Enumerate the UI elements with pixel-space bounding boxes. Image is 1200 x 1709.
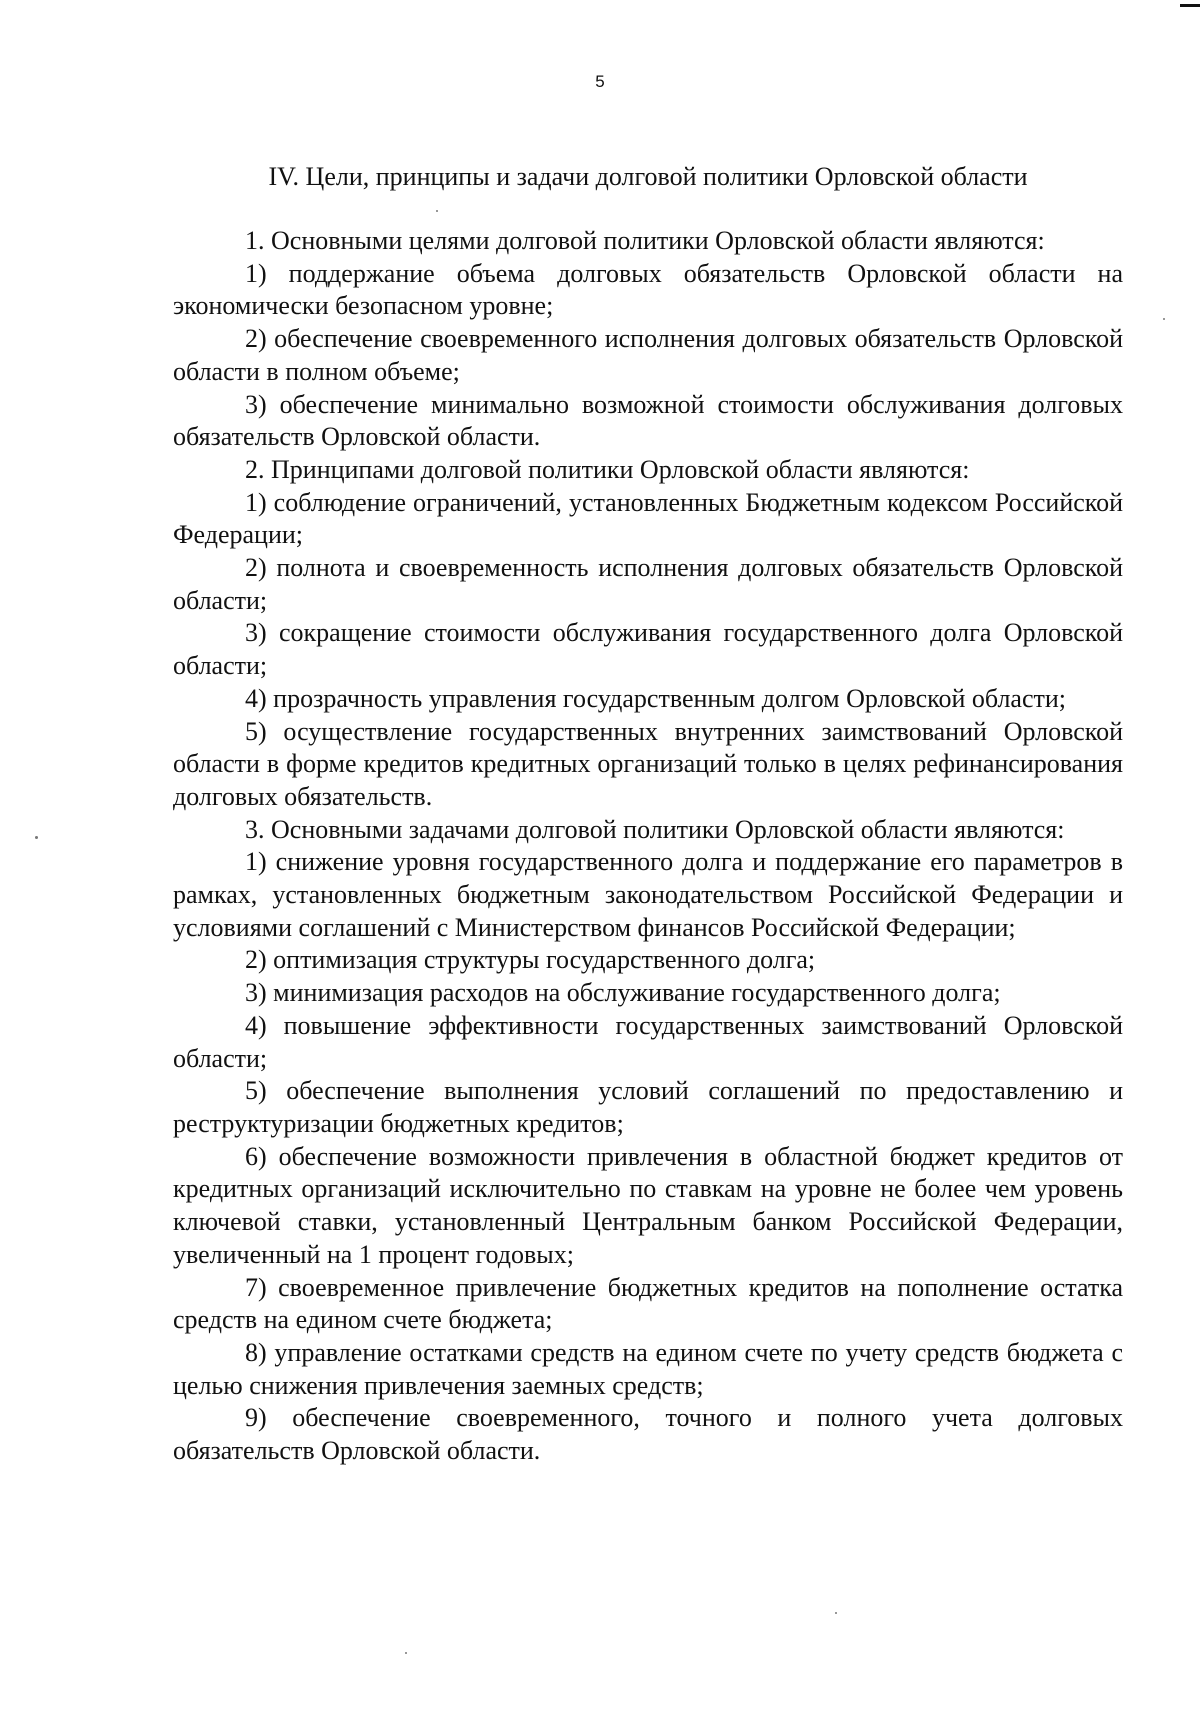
page-number: 5 [595, 72, 605, 91]
paragraph-task-3: 3) минимизация расходов на обслуживание государственного долга; [245, 978, 1001, 1008]
paragraph-task-8: 8) управление остатками средств на едином счете по учету средств бюджета с целью снижения привлечения заемных средств; [173, 1337, 1123, 1400]
paragraph-principle-3: 3) сокращение стоимости обслуживания государственного долга Орловской области; [173, 618, 1123, 681]
scan-speck [405, 1652, 407, 1654]
paragraph-tasks-intro: 3. Основными задачами долговой политики Орловской области являются: [245, 814, 1065, 844]
paragraph-task-9: 9) обеспечение своевременного, точного и полного учета долговых обязательств Орловской области. [173, 1403, 1123, 1466]
paragraph-goal-3: 3) обеспечение минимально возможной стоимости обслуживания долговых обязательств Орловской области. [173, 389, 1123, 452]
scan-speck [1163, 318, 1165, 320]
document-body [173, 225, 1123, 1468]
scan-speck [436, 210, 438, 212]
scan-speck [35, 836, 38, 839]
paragraph-principle-5: 5) осуществление государственных внутренних заимствований Орловской области в форме кредитов кредитных организаций только в целях рефинансирования долговых обязательств. [173, 716, 1123, 811]
paragraph-goals-intro: 1. Основными целями долговой политики Орловской области являются: [245, 226, 1045, 255]
paragraph-task-1: 1) снижение уровня государственного долга и поддержание его параметров в рамках, установленных бюджетным законодательством Российской Федерации и условиями соглашений с Министерством финансов Российской Федерации; [173, 847, 1123, 942]
paragraph-task-5: 5) обеспечение выполнения условий соглашений по предоставлению и реструктуризации бюджетных кредитов; [173, 1076, 1123, 1138]
paragraph-principle-2: 2) полнота и своевременность исполнения долговых обязательств Орловской области; [173, 553, 1123, 615]
paragraph-principles-intro: 2. Принципами долговой политики Орловской области являются: [245, 454, 970, 484]
paragraph-task-2: 2) оптимизация структуры государственного долга; [245, 945, 816, 975]
scan-speck [835, 1612, 837, 1614]
paragraph-task-7: 7) своевременное привлечение бюджетных кредитов на пополнение остатка средств на едином счете бюджета; [173, 1272, 1123, 1335]
paragraph-goal-2: 2) обеспечение своевременного исполнения долговых обязательств Орловской области в полном объеме; [173, 324, 1123, 386]
paragraph-task-6: 6) обеспечение возможности привлечения в областной бюджет кредитов от кредитных организаций исключительно по ставкам на уровне не более чем уровень ключевой ставки, установленный Центральным банком Российской Федерации, увеличенный на 1 процент годовых; [173, 1141, 1123, 1269]
scan-edge-mark [1180, 4, 1200, 7]
paragraph-goal-1: 1) поддержание объема долговых обязательств Орловской области на экономически безопасном уровне; [173, 258, 1123, 321]
paragraph-task-4: 4) повышение эффективности государственных заимствований Орловской области; [173, 1010, 1123, 1073]
paragraph-principle-4: 4) прозрачность управления государственным долгом Орловской области; [245, 683, 1067, 713]
section-heading: IV. Цели, принципы и задачи долговой политики Орловской области [268, 162, 1028, 191]
paragraph-principle-1: 1) соблюдение ограничений, установленных Бюджетным кодексом Российской Федерации; [173, 487, 1123, 550]
